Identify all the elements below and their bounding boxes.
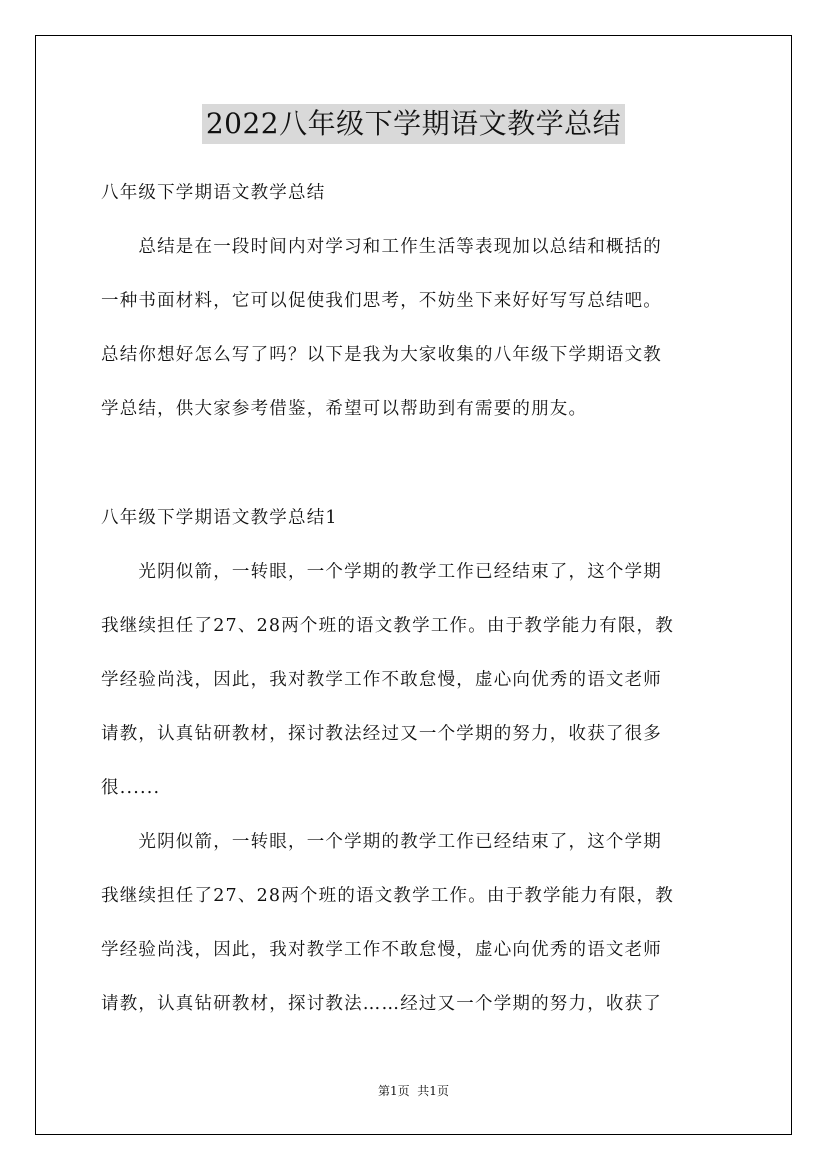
paragraph-line: 学总结，供大家参考借鉴，希望可以帮助到有需要的朋友。 <box>101 399 588 419</box>
paragraph-line: 光阴似箭，一转眼，一个学期的教学工作已经结束了，这个学期 <box>101 832 662 852</box>
paragraph-line: 很...... <box>101 778 161 798</box>
page-footer: 第1页 共1页 <box>378 1084 449 1098</box>
paragraph-line: 学经验尚浅，因此，我对教学工作不敢怠慢，虚心向优秀的语文老师 <box>101 670 662 690</box>
paragraph-line: 总结你想好怎么写了吗？以下是我为大家收集的八年级下学期语文教 <box>101 345 662 365</box>
document-title: 2022八年级下学期语文教学总结 <box>202 104 625 144</box>
paragraph-line: 光阴似箭，一转眼，一个学期的教学工作已经结束了，这个学期 <box>101 562 662 582</box>
paragraph-line: 学经验尚浅，因此，我对教学工作不敢怠慢，虚心向优秀的语文老师 <box>101 940 662 960</box>
paragraph-line: 我继续担任了27、28两个班的语文教学工作。由于教学能力有限，教 <box>101 616 674 636</box>
paragraph-line: 请教，认真钻研教材，探讨教法……经过又一个学期的努力，收获了 <box>101 994 662 1014</box>
paragraph-line: 总结是在一段时间内对学习和工作生活等表现加以总结和概括的 <box>101 237 662 257</box>
paragraph-line: 一种书面材料，它可以促使我们思考，不妨坐下来好好写写总结吧。 <box>101 291 662 311</box>
paragraph-line: 请教，认真钻研教材，探讨教法经过又一个学期的努力，收获了很多 <box>101 724 662 744</box>
title-container <box>0 104 827 144</box>
paragraph-line: 我继续担任了27、28两个班的语文教学工作。由于教学能力有限，教 <box>101 886 674 906</box>
section-heading: 八年级下学期语文教学总结1 <box>101 508 338 528</box>
subtitle-line: 八年级下学期语文教学总结 <box>101 183 326 203</box>
